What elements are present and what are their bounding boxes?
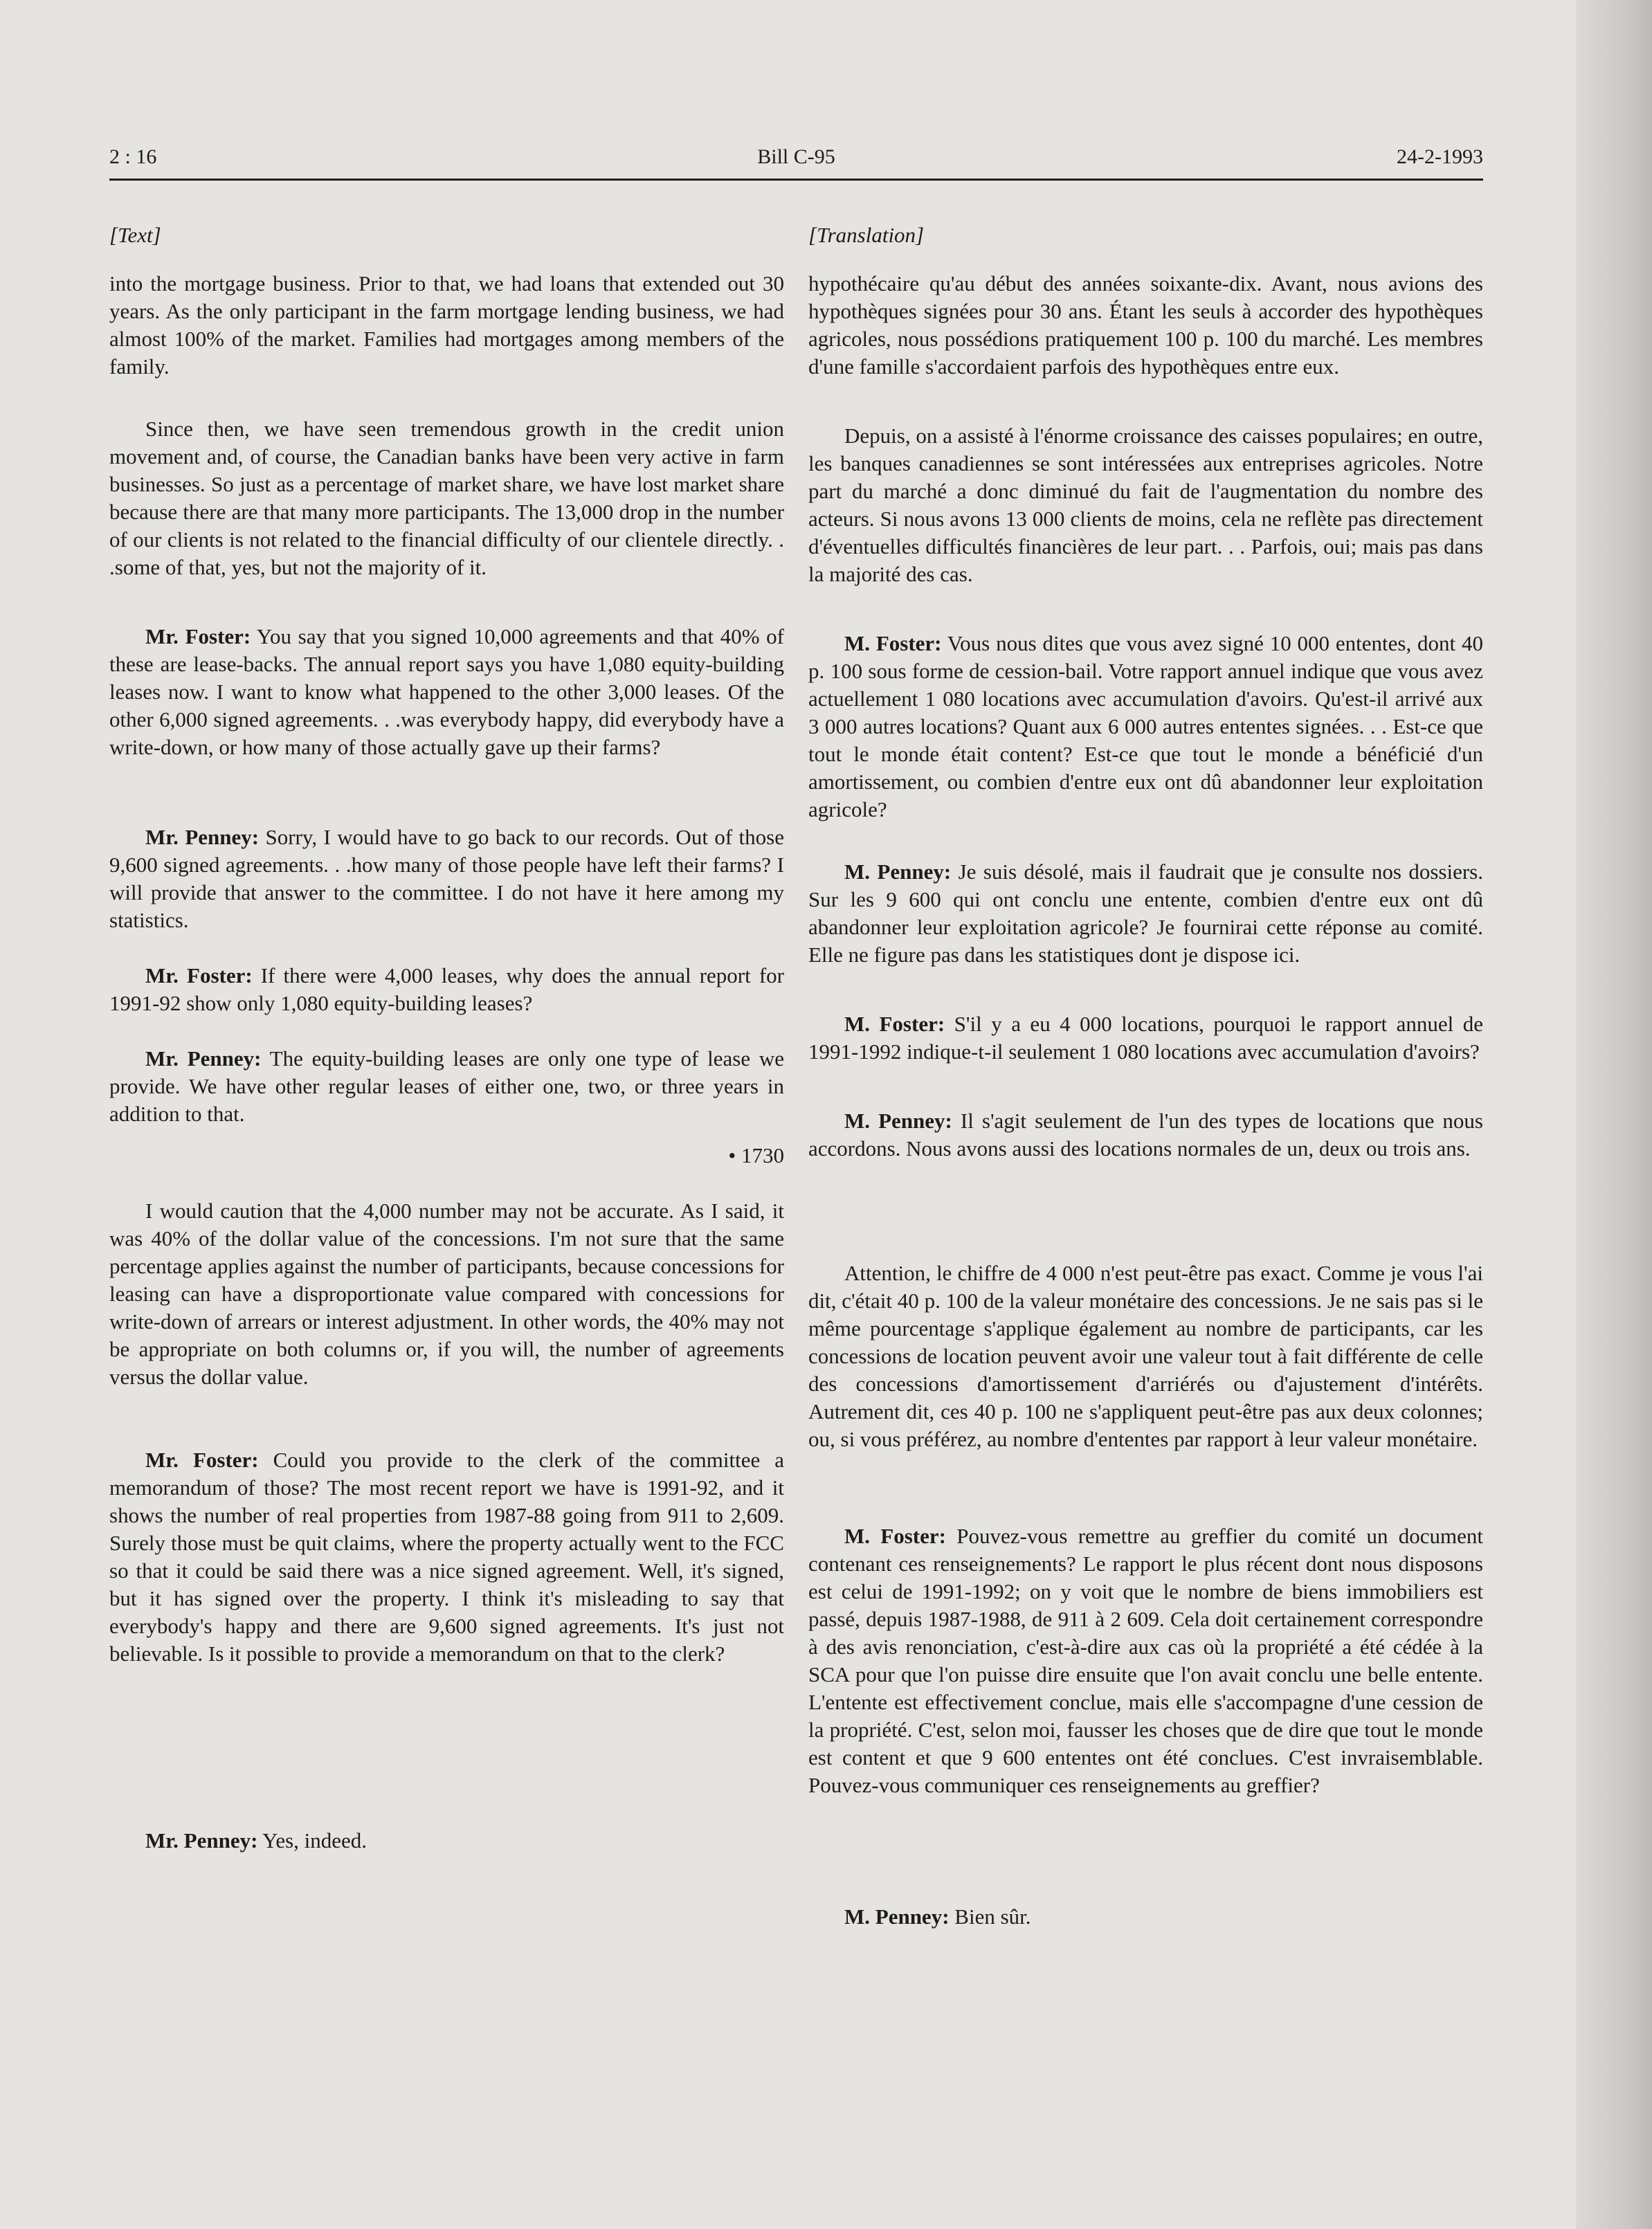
page-edge-shadow: [1576, 0, 1652, 2229]
speaker-penney: Mr. Penney:: [145, 825, 260, 849]
paragraph-7: Attention, le chiffre de 4 000 n'est peut-être pas exact. Comme je vous l'ai dit, c'était 40 p. 100 de la valeur monétaire des concessions. Je ne sais pas si le même pourcentage s'applique également au nombre de participants, car les concessions de location peuvent avoir une valeur tout à fait différente de celle des concessions d'amortissement d'arriérés ou d'ajustement d'intérêts. Autrement dit, ces 40 p. 100 ne s'appliquent peut-être pas aux deux colonnes; ou, si vous préférez, au nombre d'ententes par rapport à leur valeur monétaire.: [808, 1261, 1483, 1451]
speaker-penney: M. Penney:: [844, 1904, 950, 1929]
speaker-foster: M. Foster:: [844, 1012, 945, 1036]
french-column: [808, 221, 1483, 1931]
speaker-penney: Mr. Penney:: [145, 1828, 258, 1853]
text-label: [Text]: [109, 223, 161, 247]
speaker-penney: M. Penney:: [844, 859, 952, 884]
speaker-penney: Mr. Penney:: [145, 1046, 262, 1071]
speech-text: Pouvez-vous remettre au greffier du comité un document contenant ces renseignements? Le rapport le plus récent dont nous disposons est celui de 1991-1992; on y voit que le nombre de biens immobiliers est passé, depuis 1987-1988, de 911 à 2 609. Cela doit certainement correspondre à des avis renonciation, c'est-à-dire aux cas où la propriété a été cédée à la SCA pour que l'on puisse dire ensuite que l'on avait conclu une belle entente. L'entente est effectivement conclue, mais elle s'accompagne d'une cession de la propriété. C'est, selon moi, fausser les choses que de dire que tout le monde est content et que 9 600 ententes ont été conclues. C'est invraisemblable. Pouvez-vous communiquer ces renseignements au greffier?: [808, 1524, 1483, 1797]
paragraph-5: [109, 962, 784, 1017]
speech-text: Bien sûr.: [949, 1904, 1031, 1929]
paragraph-3: [808, 630, 1483, 851]
speech-text: S'il y a eu 4 000 locations, pourquoi le rapport annuel de 1991-1992 indique-t-il seulement 1 080 locations avec accumulation d'avoirs?: [808, 1012, 1483, 1064]
speech-text: Could you provide to the clerk of the committee a memorandum of those? The most recent report we have is 1991-92, and it shows the number of real properties from 1987-88 going from 911 to 2,609. Surely those must be quit claims, where the property actually went to the FCC so that it could be said there was a nice signed agreement. Well, it's signed, but it has signed over the property. I think it's misleading to say that everybody's happy and there are 9,600 signed agreements. It's just not believable. Is it possible to provide a memorandum on that to the clerk?: [109, 1448, 784, 1666]
paragraph-9: [109, 1827, 784, 1855]
speaker-foster: Mr. Foster:: [145, 963, 253, 988]
translation-label: [Translation]: [808, 223, 925, 247]
paragraph-4: [808, 858, 1483, 997]
speech-text: Yes, indeed.: [257, 1828, 367, 1853]
paragraph-1: into the mortgage business. Prior to that, we had loans that extended out 30 years. As the only participant in the farm mortgage lending business, we had almost 100% of the market. Families had mortgages among members of the family.: [109, 271, 784, 379]
bill-title: Bill C-95: [757, 145, 835, 168]
speaker-foster: Mr. Foster:: [145, 624, 251, 648]
speaker-penney: M. Penney:: [844, 1109, 952, 1133]
paragraph-5: [808, 1010, 1483, 1093]
page-number: 2 : 16: [109, 145, 157, 168]
paragraph-1: hypothécaire qu'au début des années soixante-dix. Avant, nous avions des hypothèques signées pour 30 ans. Étant les seuls à accorder des hypothèques agricoles, nous possédions pratiquement 100 p. 100 du marché. Les membres d'une famille s'accordaient parfois des hypothèques entre eux.: [808, 271, 1483, 379]
speech-text: The equity-building leases are only one type of lease we provide. We have other regular leases of either one, two, or three years in addition to that.: [109, 1046, 785, 1126]
speaker-foster: M. Foster:: [844, 631, 942, 655]
page-header: [109, 145, 1483, 180]
speech-text: Vous nous dites que vous avez signé 10 000 ententes, dont 40 p. 100 sous forme de cession-bail. Votre rapport annuel indique que vous avez actuellement 1 080 locations avec accumulation d'avoirs. Qu'est-il arrivé aux 3 000 autres locations? Quant aux 6 000 autres ententes signées. . . Est-ce que tout le monde était content? Est-ce que tout le monde a bénéficié d'un amortissement, ou combien d'entre eux ont dû abandonner leur exploitation agricole?: [808, 631, 1483, 821]
speech-text: If there were 4,000 leases, why does the annual report for 1991-92 show only 1,080 equity-building leases?: [109, 963, 784, 1015]
speaker-foster: M. Foster:: [844, 1524, 946, 1548]
english-column: [109, 221, 784, 1855]
paragraph-2: Depuis, on a assisté à l'énorme croissance des caisses populaires; en outre, les banques canadiennes se sont intéressées aux entreprises agricoles. Notre part du marché a donc diminué du fait de l'augmentation du nombre des acteurs. Si nous avons 13 000 clients de moins, cela ne reflète pas directement d'éventuelles difficultés financières de leur part. . . Parfois, oui; mais pas dans la majorité des cas.: [808, 424, 1483, 586]
paragraph-8: [808, 1522, 1483, 1882]
speaker-foster: Mr. Foster:: [145, 1448, 259, 1472]
paragraph-6: [109, 1045, 784, 1128]
speech-text: Sorry, I would have to go back to our records. Out of those 9,600 signed agreements. . .how many of those people have left their farms? I will provide that answer to the committee. I do not have it here among my statistics.: [109, 825, 784, 932]
paragraph-6: [808, 1107, 1483, 1190]
speech-text: You say that you signed 10,000 agreements and that 40% of these are lease-backs. The annual report says you have 1,080 equity-building leases now. I want to know what happened to the other 3,000 leases. Of the other 6,000 signed agreements. . .was everybody happy, did everybody have a write-down, or how many of those actually gave up their farms?: [109, 624, 784, 759]
header-date: 24-2-1993: [1397, 145, 1483, 168]
paragraph-8: [109, 1446, 784, 1751]
paragraph-9: [808, 1903, 1483, 1931]
header-rule: [109, 179, 1483, 181]
paragraph-3: [109, 623, 784, 789]
paragraph-2: Since then, we have seen tremendous growth in the credit union movement and, of course, the Canadian banks have been very active in farm businesses. So just as a percentage of market share, we have lost market share because there are that many more participants. The 13,000 drop in the number of our clients is not related to the financial difficulty of our clientele directly. . .some of that, yes, but not the majority of it.: [109, 417, 784, 579]
time-marker: • 1730: [728, 1143, 784, 1167]
paragraph-4: [109, 824, 784, 934]
speech-text: Il s'agit seulement de l'un des types de locations que nous accordons. Nous avons aussi des locations normales de un, deux ou trois ans.: [808, 1109, 1483, 1161]
paragraph-7: I would caution that the 4,000 number may not be accurate. As I said, it was 40% of the dollar value of the concessions. I'm not sure that the same percentage applies against the number of participants, because concessions for leasing can have a disproportionate value compared with concessions for write-down of arrears or interest adjustment. In other words, the 40% may not be appropriate on both columns or, if you will, the number of agreements versus the dollar value.: [109, 1199, 784, 1389]
speech-text: Je suis désolé, mais il faudrait que je consulte nos dossiers. Sur les 9 600 qui ont conclu une entente, combien d'entre eux ont dû abandonner leur exploitation agricole? Je fournirai cette réponse au comité. Elle ne figure pas dans les statistiques dont je dispose ici.: [808, 859, 1483, 967]
